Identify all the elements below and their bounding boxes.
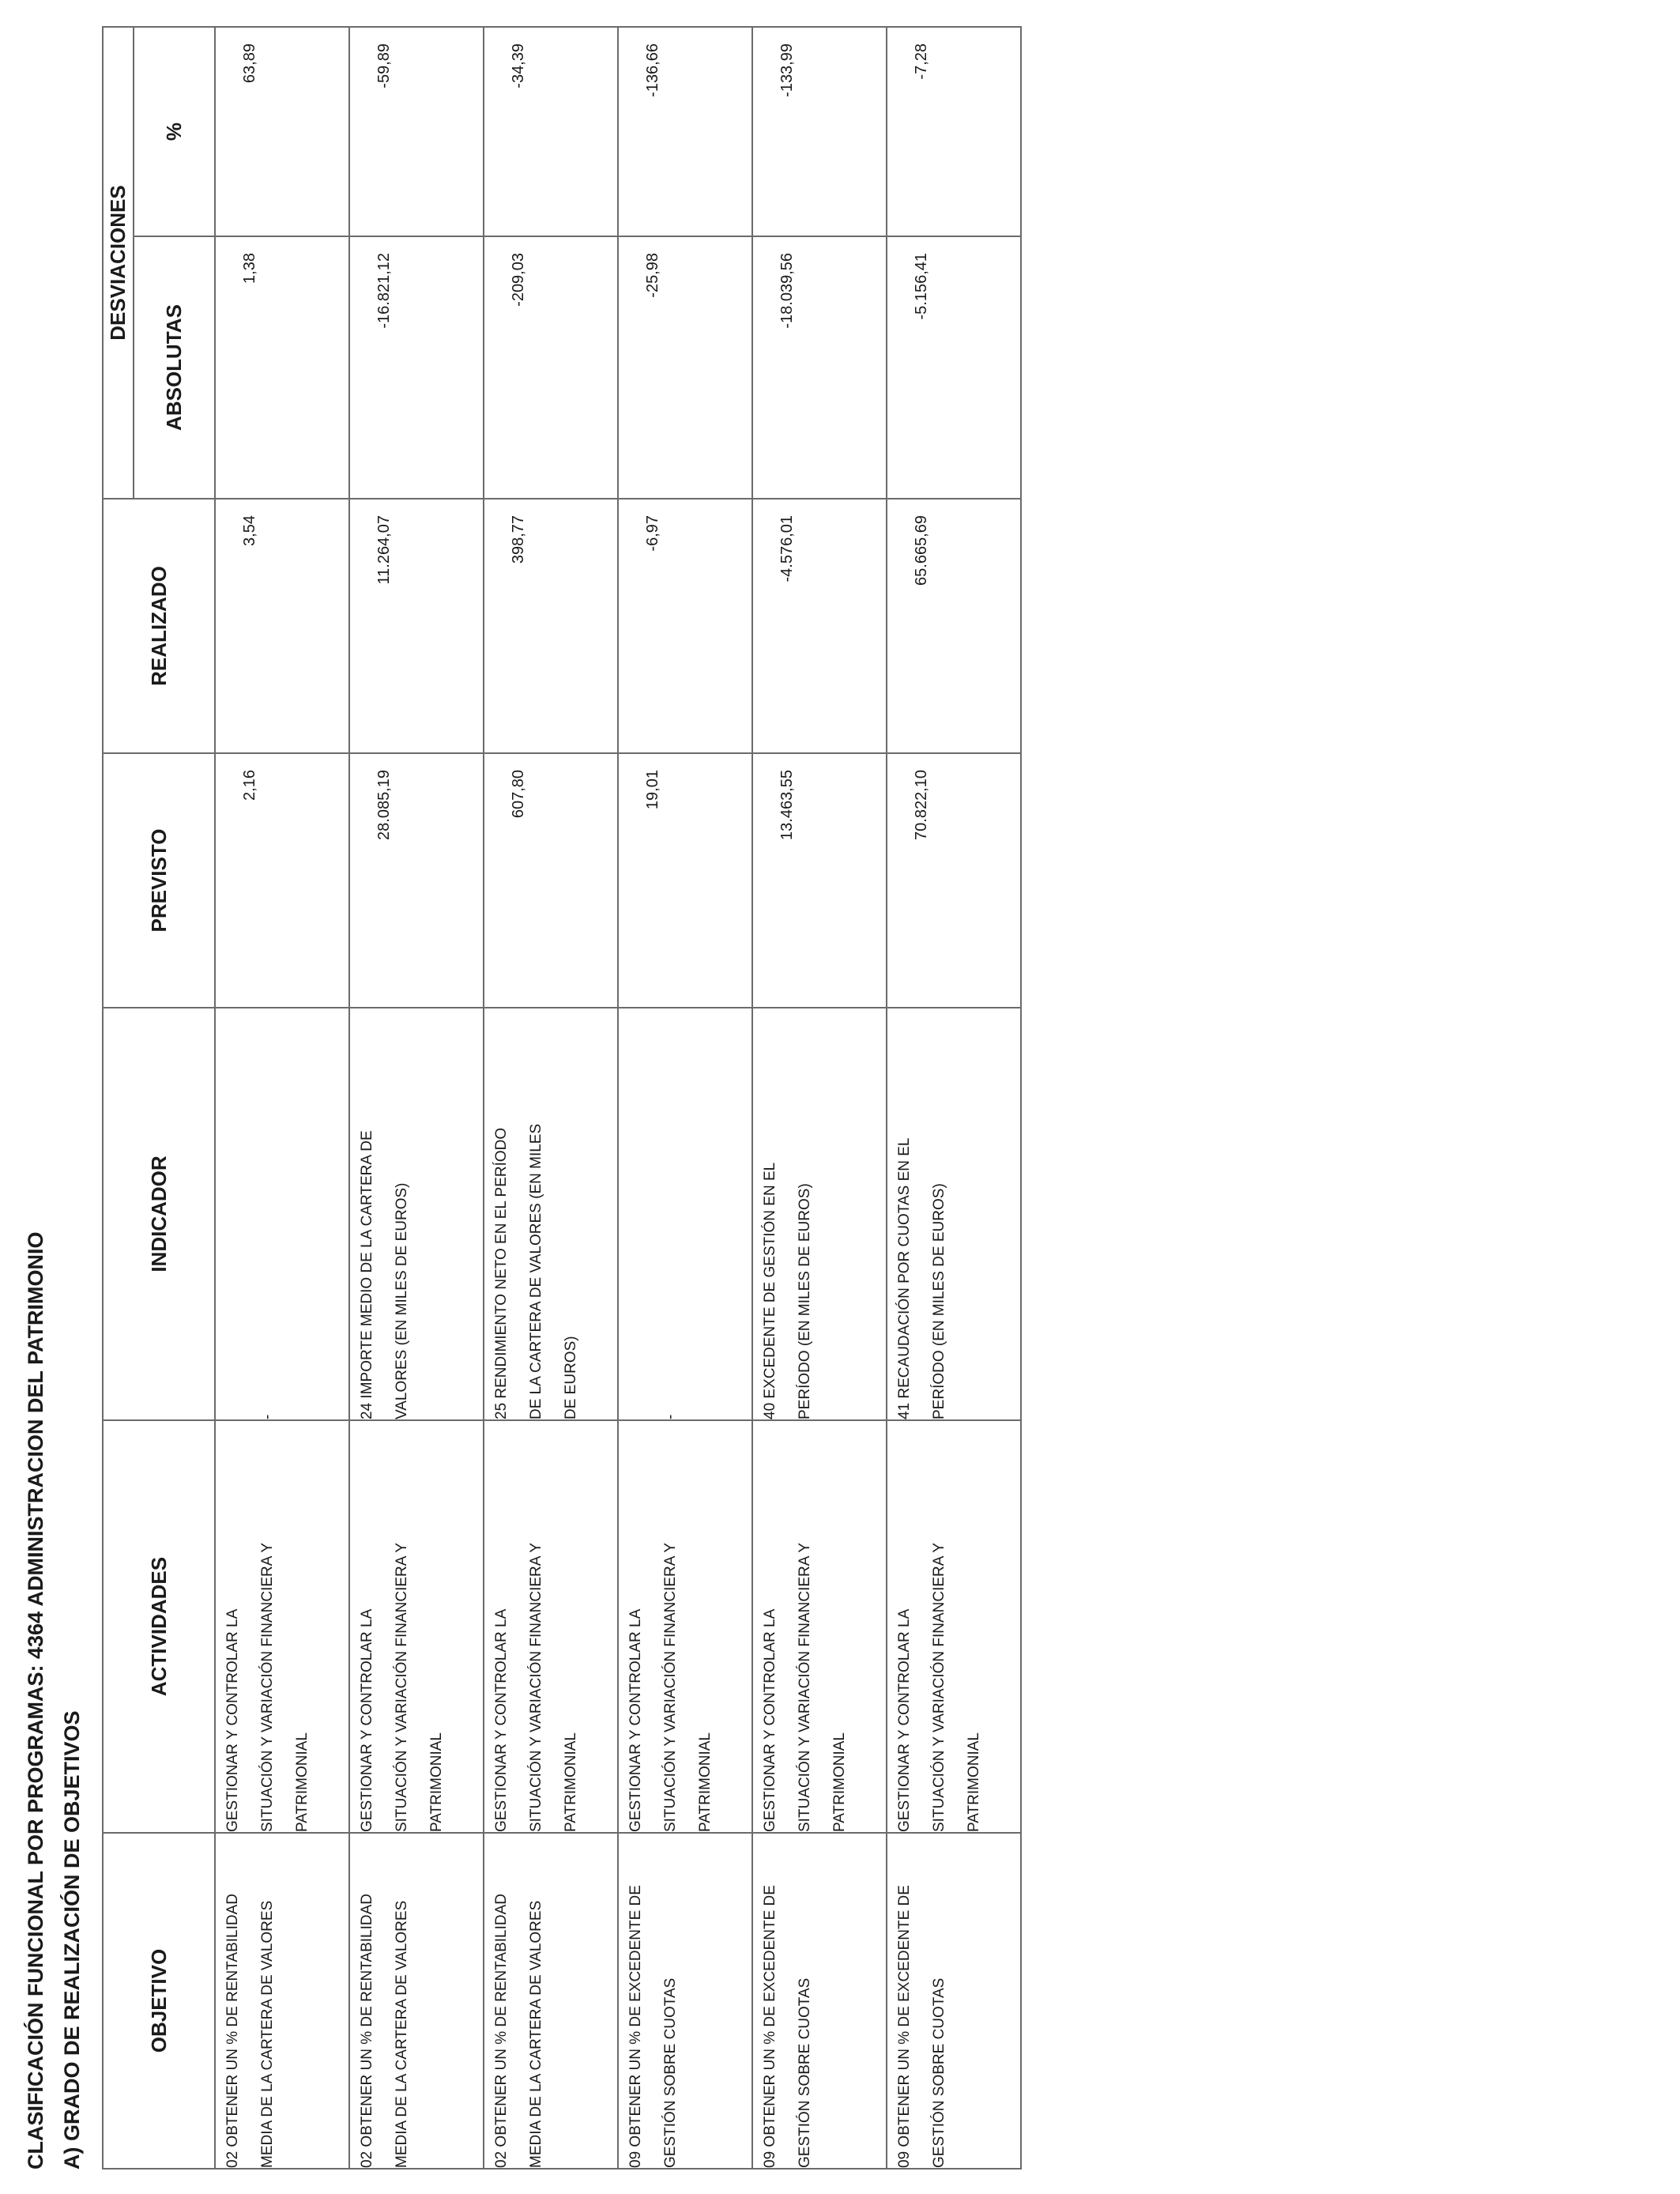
table-row <box>752 27 887 2169</box>
cell-actividades-line: SITUACIÓN Y VARIACIÓN FINANCIERA Y <box>931 1542 947 1832</box>
cell-indicador-line: DE LA CARTERA DE VALORES (EN MILES <box>528 1123 544 1419</box>
cell-actividades-line: SITUACIÓN Y VARIACIÓN FINANCIERA Y <box>394 1542 410 1832</box>
cell-actividades-line: PATRIMONIAL <box>966 1732 982 1832</box>
header-realizado: REALIZADO <box>103 499 215 753</box>
objectives-table <box>102 26 1022 2169</box>
cell-indicador-line: 40 EXCEDENTE DE GESTIÓN EN EL <box>762 1162 778 1419</box>
cell-actividades-line: GESTIONAR Y CONTROLAR LA <box>224 1608 241 1832</box>
cell-indicador <box>215 1008 349 1420</box>
cell-realizado: -4.576,01 <box>752 499 887 753</box>
cell-actividades-line: GESTIONAR Y CONTROLAR LA <box>896 1608 913 1832</box>
cell-actividades-line: PATRIMONIAL <box>563 1732 579 1832</box>
cell-realizado: 11.264,07 <box>349 499 484 753</box>
cell-objetivo-line: MEDIA DE LA CARTERA DE VALORES <box>394 1900 410 2168</box>
cell-realizado: 398,77 <box>484 499 618 753</box>
cell-objetivo <box>618 1833 752 2169</box>
header-porcentaje: % <box>134 27 215 236</box>
cell-objetivo-line: GESTIÓN SOBRE CUOTAS <box>931 1977 947 2168</box>
cell-objetivo <box>887 1833 1021 2169</box>
table-row <box>618 27 752 2169</box>
header-objetivo: OBJETIVO <box>103 1833 215 2169</box>
cell-actividades-line: GESTIONAR Y CONTROLAR LA <box>762 1608 778 1832</box>
cell-indicador <box>618 1008 752 1420</box>
header-actividades: ACTIVIDADES <box>103 1420 215 1833</box>
cell-objetivo-line: 02 OBTENER UN % DE RENTABILIDAD <box>493 1893 510 2168</box>
cell-indicador-line: DE EUROS) <box>563 1336 579 1419</box>
document-title: CLASIFICACIÓN FUNCIONAL POR PROGRAMAS: 4364 ADMINISTRACION DEL PATRIMONIO <box>24 1231 47 2169</box>
cell-objetivo-line: GESTIÓN SOBRE CUOTAS <box>797 1977 813 2168</box>
cell-actividades-line: GESTIONAR Y CONTROLAR LA <box>627 1608 644 1832</box>
cell-objetivo <box>484 1833 618 2169</box>
cell-actividades-line: PATRIMONIAL <box>831 1732 848 1832</box>
header-indicador: INDICADOR <box>103 1008 215 1420</box>
table-row <box>215 27 349 2169</box>
cell-indicador-line: - <box>259 1414 276 1419</box>
cell-indicador-line <box>619 1008 654 1419</box>
cell-absolutas: -16.821,12 <box>349 236 484 499</box>
cell-porcentaje: -7,28 <box>887 27 1021 236</box>
cell-previsto: 2,16 <box>215 753 349 1008</box>
cell-realizado: 65.665,69 <box>887 499 1021 753</box>
rotated-page <box>24 4 982 2169</box>
cell-actividades-line: SITUACIÓN Y VARIACIÓN FINANCIERA Y <box>662 1542 679 1832</box>
cell-porcentaje: -133,99 <box>752 27 887 236</box>
cell-objetivo-line: 09 OBTENER UN % DE EXCEDENTE DE <box>627 1885 644 2168</box>
cell-previsto: 70.822,10 <box>887 753 1021 1008</box>
cell-objetivo-line: MEDIA DE LA CARTERA DE VALORES <box>259 1900 276 2168</box>
cell-porcentaje: -136,66 <box>618 27 752 236</box>
cell-indicador-line: 24 IMPORTE MEDIO DE LA CARTERA DE <box>359 1130 375 1419</box>
cell-objetivo-line: 02 OBTENER UN % DE RENTABILIDAD <box>359 1893 375 2168</box>
cell-porcentaje: -34,39 <box>484 27 618 236</box>
cell-absolutas: -209,03 <box>484 236 618 499</box>
cell-indicador-line <box>216 1008 250 1419</box>
cell-actividades <box>484 1420 618 1833</box>
cell-realizado: 3,54 <box>215 499 349 753</box>
cell-porcentaje: 63,89 <box>215 27 349 236</box>
cell-absolutas: -25,98 <box>618 236 752 499</box>
header-previsto: PREVISTO <box>103 753 215 1008</box>
header-desviaciones: DESVIACIONES <box>103 27 134 499</box>
cell-absolutas: 1,38 <box>215 236 349 499</box>
table-row <box>484 27 618 2169</box>
cell-actividades-line: GESTIONAR Y CONTROLAR LA <box>359 1608 375 1832</box>
cell-objetivo-line: 09 OBTENER UN % DE EXCEDENTE DE <box>896 1885 913 2168</box>
cell-indicador <box>752 1008 887 1420</box>
cell-actividades-line: SITUACIÓN Y VARIACIÓN FINANCIERA Y <box>797 1542 813 1832</box>
cell-actividades-line: GESTIONAR Y CONTROLAR LA <box>493 1608 510 1832</box>
cell-indicador <box>887 1008 1021 1420</box>
cell-objetivo-line: MEDIA DE LA CARTERA DE VALORES <box>528 1900 544 2168</box>
cell-previsto: 28.085,19 <box>349 753 484 1008</box>
cell-previsto: 13.463,55 <box>752 753 887 1008</box>
header-absolutas: ABSOLUTAS <box>134 236 215 499</box>
cell-indicador-line: 41 RECAUDACIÓN POR CUOTAS EN EL <box>896 1137 913 1419</box>
document-subtitle: A) GRADO DE REALIZACIÓN DE OBJETIVOS <box>60 1710 84 2169</box>
cell-indicador-line: 25 RENDIMIENTO NETO EN EL PERÍODO <box>493 1127 510 1419</box>
cell-objetivo-line: 02 OBTENER UN % DE RENTABILIDAD <box>224 1893 241 2168</box>
cell-absolutas: -5.156,41 <box>887 236 1021 499</box>
cell-actividades <box>887 1420 1021 1833</box>
cell-indicador-line: PERÍODO (EN MILES DE EUROS) <box>931 1183 947 1419</box>
cell-actividades-line: PATRIMONIAL <box>697 1732 714 1832</box>
cell-indicador <box>349 1008 484 1420</box>
cell-objetivo <box>752 1833 887 2169</box>
cell-actividades <box>215 1420 349 1833</box>
cell-porcentaje: -59,89 <box>349 27 484 236</box>
cell-actividades-line: PATRIMONIAL <box>294 1732 311 1832</box>
cell-actividades-line: SITUACIÓN Y VARIACIÓN FINANCIERA Y <box>528 1542 544 1832</box>
cell-actividades <box>618 1420 752 1833</box>
cell-previsto: 607,80 <box>484 753 618 1008</box>
cell-indicador <box>484 1008 618 1420</box>
table-row <box>349 27 484 2169</box>
cell-absolutas: -18.039,56 <box>752 236 887 499</box>
cell-actividades-line: PATRIMONIAL <box>428 1732 445 1832</box>
cell-objetivo-line: 09 OBTENER UN % DE EXCEDENTE DE <box>762 1885 778 2168</box>
cell-realizado: -6,97 <box>618 499 752 753</box>
cell-objetivo <box>349 1833 484 2169</box>
cell-actividades-line: SITUACIÓN Y VARIACIÓN FINANCIERA Y <box>259 1542 276 1832</box>
cell-indicador-line: PERÍODO (EN MILES DE EUROS) <box>797 1183 813 1419</box>
cell-objetivo <box>215 1833 349 2169</box>
cell-previsto: 19,01 <box>618 753 752 1008</box>
table-row <box>887 27 1021 2169</box>
cell-actividades <box>349 1420 484 1833</box>
cell-indicador-line: - <box>662 1414 679 1419</box>
cell-objetivo-line: GESTIÓN SOBRE CUOTAS <box>662 1977 679 2168</box>
cell-indicador-line: VALORES (EN MILES DE EUROS) <box>394 1182 410 1419</box>
cell-actividades <box>752 1420 887 1833</box>
